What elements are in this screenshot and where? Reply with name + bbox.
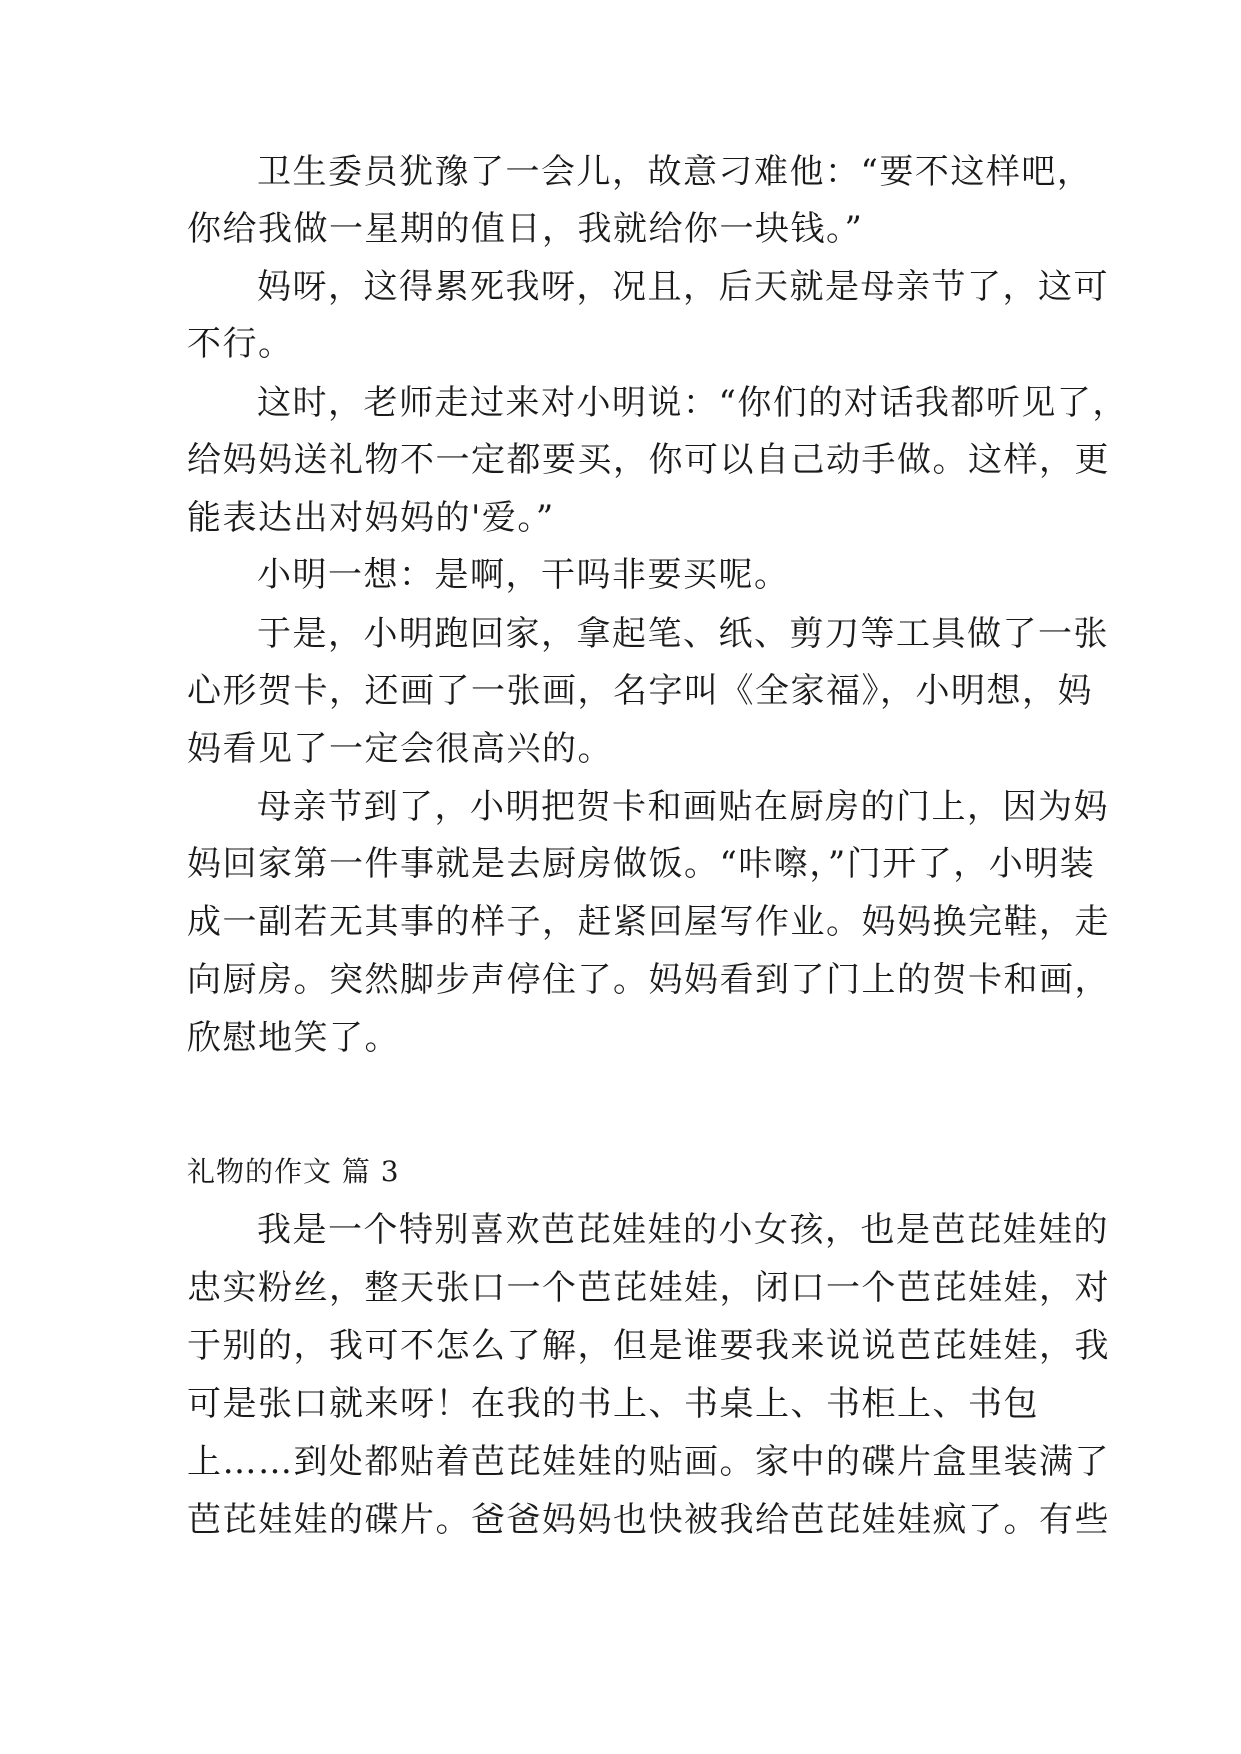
section-heading: 礼物的作文 篇 3 bbox=[187, 1155, 400, 1188]
text-line: 心形贺卡，还画了一张画，名字叫《全家福》，小明想，妈 bbox=[187, 671, 1093, 711]
text-line: 于别的，我可不怎么了解，但是谁要我来说说芭芘娃娃，我 bbox=[187, 1326, 1110, 1366]
text-line: 你给我做一星期的值日，我就给你一块钱。” bbox=[187, 209, 864, 249]
text-line: 卫生委员犹豫了一会儿，故意刁难他：“要不这样吧， bbox=[257, 152, 1093, 192]
text-line: 不行。 bbox=[187, 324, 294, 364]
text-line: 母亲节到了，小明把贺卡和画贴在厨房的门上，因为妈 bbox=[257, 787, 1109, 827]
text-line: 欣慰地笑了。 bbox=[187, 1018, 400, 1058]
text-line: 成一副若无其事的样子，赶紧回屋写作业。妈妈换完鞋，走 bbox=[187, 902, 1110, 942]
text-line: 妈看见了一定会很高兴的。 bbox=[187, 729, 613, 769]
text-line: 给妈妈送礼物不一定都要买，你可以自己动手做。这样，更 bbox=[187, 440, 1110, 480]
text-line: 妈回家第一件事就是去厨房做饭。“咔嚓，”门开了，小明装 bbox=[187, 844, 1096, 884]
text-line: 小明一想：是啊，干吗非要买呢。 bbox=[257, 555, 790, 595]
text-line: 于是，小明跑回家，拿起笔、纸、剪刀等工具做了一张 bbox=[257, 614, 1109, 654]
text-line: 妈呀，这得累死我呀，况且，后天就是母亲节了，这可 bbox=[257, 267, 1109, 307]
text-line: 上……到处都贴着芭芘娃娃的贴画。家中的碟片盒里装满了 bbox=[187, 1442, 1110, 1482]
text-line: 芭芘娃娃的碟片。爸爸妈妈也快被我给芭芘娃娃疯了。有些 bbox=[187, 1500, 1110, 1540]
text-line: 忠实粉丝，整天张口一个芭芘娃娃，闭口一个芭芘娃娃，对 bbox=[187, 1268, 1110, 1308]
text-line: 能表达出对妈妈的'爱。” bbox=[187, 498, 555, 538]
text-line: 我是一个特别喜欢芭芘娃娃的小女孩，也是芭芘娃娃的 bbox=[257, 1210, 1109, 1250]
text-line: 这时，老师走过来对小明说：“你们的对话我都听见了， bbox=[257, 383, 1128, 423]
text-line: 向厨房。突然脚步声停住了。妈妈看到了门上的贺卡和画， bbox=[187, 960, 1110, 1000]
text-line: 可是张口就来呀！在我的书上、书桌上、书柜上、书包 bbox=[187, 1384, 1039, 1424]
